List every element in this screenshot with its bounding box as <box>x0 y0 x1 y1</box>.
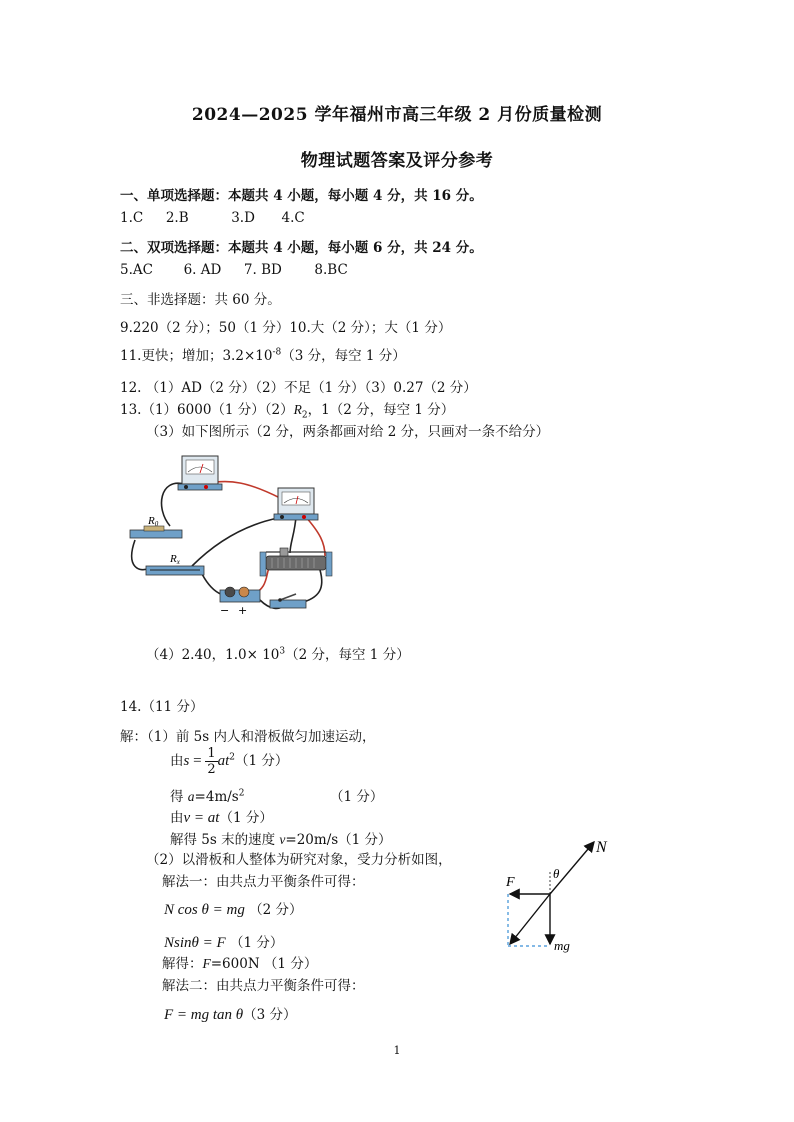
ammeter <box>178 456 222 490</box>
answer-13-part4-text: （4）2.40，1.0× 10 <box>146 647 280 663</box>
q14-method-1: 解法一：由共点力平衡条件可得： <box>162 874 365 890</box>
answer-13-part4 <box>146 643 410 663</box>
resistor-rx <box>146 566 204 575</box>
answer-7: 7. BD <box>243 262 282 278</box>
q14-eq-2-formula: Nsinθ = F <box>164 935 226 951</box>
label-n: N <box>596 839 607 856</box>
label-theta: θ <box>553 866 560 881</box>
q14-fraction-num: 1 <box>207 746 216 761</box>
answer-13-part4-exponent: 3 <box>279 646 286 657</box>
section-1-heading: 一、单项选择题：本题共 4 小题，每小题 4 分，共 16 分。 <box>120 188 483 204</box>
q14-part2-intro: （2）以滑板和人整体为研究对象，受力分析如图， <box>146 852 452 868</box>
q14-eq-a-val: =4m/s <box>194 789 239 805</box>
wire <box>300 570 322 603</box>
q14-eq-3-score: （3 分） <box>243 1007 297 1023</box>
q14-v-result-prefix: 解得 5s 末的速度 <box>170 832 280 848</box>
q14-eq-s-prefix: 由 <box>170 753 184 769</box>
battery-plus: + <box>238 604 248 617</box>
answer-13-r: R <box>293 402 302 417</box>
q14-eq-s-at: at <box>217 753 230 769</box>
q14-eq-2-score: （1 分） <box>229 935 284 951</box>
q14-v-result-value: =20m/s（1 分） <box>285 832 392 848</box>
page-subtitle: 物理试题答案及评分参考 <box>300 151 494 171</box>
q14-intro: 解：（1）前 5s 内人和滑板做匀加速运动， <box>120 729 376 745</box>
circuit-diagram <box>120 448 370 618</box>
answer-12: 12. （1）AD（2 分）（2）不足（1 分）（3）0.27（2 分） <box>120 380 477 396</box>
q14-eq-v-score: （1 分） <box>219 810 273 826</box>
q14-eq-s-var: s <box>183 753 190 769</box>
wire <box>305 516 325 556</box>
answer-11 <box>120 344 406 364</box>
voltmeter <box>274 488 318 520</box>
q14-eq-a-score: （1 分） <box>330 789 384 805</box>
label-mg: mg <box>554 938 570 953</box>
q14-eq-a <box>170 785 244 805</box>
battery <box>220 587 260 602</box>
answer-13-text: 13.（1）6000（1 分）（2） <box>120 402 294 418</box>
answer-13-part4-score: （2 分，每空 1 分） <box>285 647 410 663</box>
answer-8: 8.BC <box>314 262 348 278</box>
q14-header: 14.（11 分） <box>120 699 204 715</box>
q14-eq-a-var: a <box>187 789 195 804</box>
section-2-heading: 二、双项选择题：本题共 4 小题，每小题 6 分，共 24 分。 <box>120 240 483 256</box>
q14-result <box>162 952 317 972</box>
q14-eq-s-exp: 2 <box>229 752 235 763</box>
q14-v-result <box>170 828 392 848</box>
q14-result-var: F <box>202 956 211 971</box>
section-3-heading: 三、非选择题：共 60 分。 <box>120 292 281 308</box>
wire <box>290 516 296 553</box>
answer-6: 6. AD <box>183 262 222 278</box>
q14-eq-v-formula: v = at <box>183 810 220 826</box>
q14-eq-a-prefix: 得 <box>170 789 188 805</box>
q14-fraction-den: 2 <box>207 762 216 777</box>
q14-eq-s-score: （1 分） <box>235 753 289 769</box>
q14-method-2: 解法二：由共点力平衡条件可得： <box>162 978 365 994</box>
answer-13 <box>120 398 454 421</box>
answer-11-text: 11.更快；增加；3.2×10 <box>120 348 273 364</box>
resultant-arrow <box>510 894 550 944</box>
answer-13-score: ，1（2 分，每空 1 分） <box>307 402 455 418</box>
answer-4: 4.C <box>281 210 305 226</box>
label-rx: Rx <box>170 553 180 566</box>
answer-13-part3: （3）如下图所示（2 分，两条都画对给 2 分，只画对一条不给分） <box>146 424 550 440</box>
answer-13-r-sub: 2 <box>301 410 308 421</box>
answer-3: 3.D <box>231 210 255 226</box>
wire <box>132 540 150 570</box>
q14-eq-a-exp: 2 <box>238 788 245 799</box>
q14-result-value: =600N （1 分） <box>210 956 318 972</box>
q14-eq-s <box>170 746 288 777</box>
page-number: 1 <box>393 1044 401 1057</box>
page-title: 2024—2025 学年福州市高三年级 2 月份质量检测 <box>191 105 603 125</box>
q14-eq-3-formula: F = mg tan θ <box>164 1007 244 1023</box>
section-1-answers <box>120 210 305 226</box>
q14-eq-1 <box>164 898 303 919</box>
q14-eq-1-formula: N cos θ = mg <box>164 902 245 918</box>
q14-eq-2 <box>164 931 283 952</box>
answer-11-score: （3 分，每空 1 分） <box>281 348 406 364</box>
q14-fraction <box>205 746 217 777</box>
q14-v-result-var: v <box>279 832 286 847</box>
answer-5: 5.AC <box>120 262 153 278</box>
answer-2: 2.B <box>165 210 189 226</box>
section-2-answers <box>120 262 348 278</box>
q14-eq-3 <box>164 1003 297 1024</box>
label-f: F <box>506 875 515 890</box>
q14-eq-v <box>170 806 273 827</box>
answer-1: 1.C <box>120 210 144 226</box>
answer-11-exponent: -8 <box>272 347 282 358</box>
q14-eq-1-score: （2 分） <box>249 902 303 918</box>
answer-9-10: 9.220（2 分）；50（1 分）10.大（2 分）；大（1 分） <box>120 320 452 336</box>
q14-eq-v-prefix: 由 <box>170 810 184 826</box>
label-r0: R0 <box>148 515 159 528</box>
q14-result-prefix: 解得： <box>162 956 203 972</box>
battery-minus: − <box>220 604 230 617</box>
switch <box>270 594 306 608</box>
force-diagram <box>496 832 616 962</box>
q14-eq-s-equals: = <box>189 753 206 769</box>
